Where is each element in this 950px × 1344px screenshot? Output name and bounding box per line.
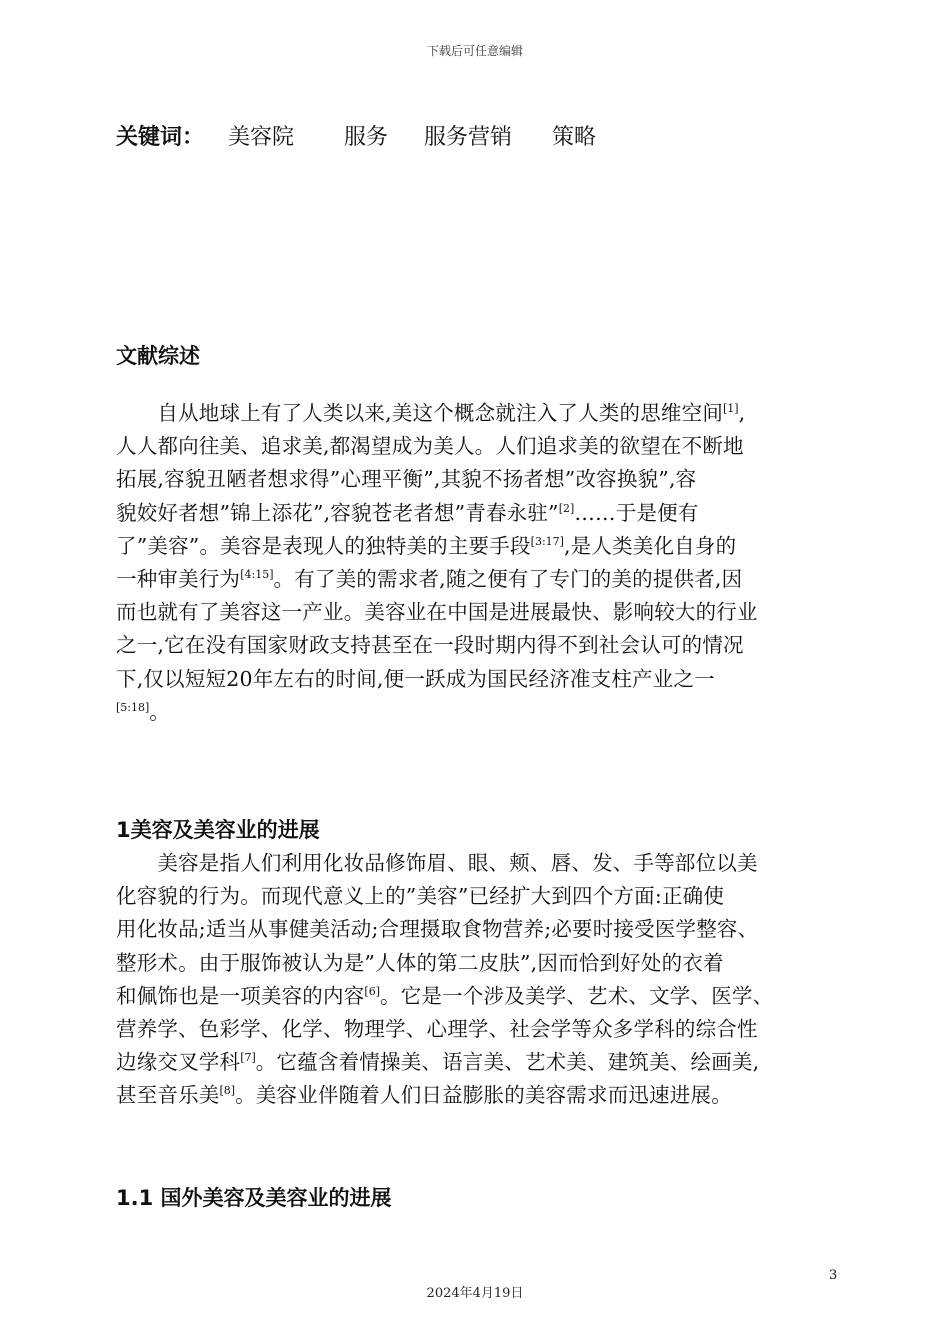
page-number: 3	[829, 1268, 838, 1283]
text-line: 人人都向往美、追求美,都渴望成为美人。人们追求美的欲望在不断地	[116, 434, 744, 459]
section-title-literature-review: 文献综述	[116, 344, 200, 368]
text-line: 貌姣好者想”锦上添花”,容貌苍老者想”青春永驻”[2]……于是便有	[116, 500, 699, 525]
text-line: 自从地球上有了人类以来,美这个概念就注入了人类的思维空间[1],	[116, 401, 746, 425]
paragraph-literature-review	[116, 397, 838, 729]
text-line: [5:18]。	[116, 699, 170, 724]
text-line: 美容是指人们利用化妆品修饰眉、眼、颊、唇、发、手等部位以美	[116, 851, 758, 875]
text-line: 甚至音乐美[8]。美容业伴随着人们日益膨胀的美容需求而迅速进展。	[116, 1083, 732, 1108]
citation: [4:15]	[240, 568, 274, 582]
text-line: 和佩饰也是一项美容的内容[6]。它是一个涉及美学、艺术、文学、医学、	[116, 983, 774, 1008]
text-line: 营养学、色彩学、化学、物理学、心理学、社会学等众多学科的综合性	[116, 1017, 758, 1042]
keyword-item: 服务营销	[424, 125, 513, 150]
text-line: 之一,它在没有国家财政支持甚至在一段时期内得不到社会认可的情况	[116, 633, 744, 658]
page-header: 下载后可任意编辑	[426, 44, 523, 58]
citation: [8]	[219, 1084, 236, 1098]
citation: [5:18]	[116, 700, 150, 714]
section-title-foreign-beauty: 1.1 国外美容及美容业的进展	[116, 1186, 392, 1210]
citation: [1]	[723, 402, 739, 415]
text-line: 用化妆品;适当从事健美活动;合理摄取食物营养;必要时接受医学整容、	[116, 917, 759, 942]
page-footer-date: 2024年4月19日	[426, 1286, 524, 1301]
keywords-line	[116, 120, 596, 151]
keyword-item: 策略	[552, 125, 597, 150]
text-line: 而也就有了美容这一产业。美容业在中国是进展最快、影响较大的行业	[116, 600, 758, 625]
keywords-label: 关键词：	[116, 125, 205, 150]
keyword-item: 服务	[344, 125, 389, 150]
paragraph-beauty-definition	[116, 847, 838, 1113]
section-title-beauty-development: 1美容及美容业的进展	[116, 818, 320, 842]
citation: [7]	[240, 1051, 256, 1065]
text-line: 拓展,容貌丑陋者想求得”心理平衡”,其貌不扬者想”改容换貌”,容	[116, 467, 697, 492]
text-line: 了”美容”。美容是表现人的独特美的主要手段[3:17],是人类美化自身的	[116, 533, 737, 558]
keyword-item: 美容院	[228, 125, 295, 150]
text-line: 边缘交叉学科[7]。它蕴含着情操美、语言美、艺术美、建筑美、绘画美,	[116, 1050, 760, 1075]
citation: [3:17]	[530, 534, 564, 548]
text-line: 一种审美行为[4:15]。有了美的需求者,随之便有了专门的美的提供者,因	[116, 567, 743, 592]
text-line: 整形术。由于服饰被认为是”人体的第二皮肤”,因而恰到好处的衣着	[116, 950, 724, 975]
text-line: 下,仅以短短20年左右的时间,便一跃成为国民经济准支柱产业之一	[116, 666, 715, 691]
text-line: 化容貌的行为。而现代意义上的”美容”已经扩大到四个方面:正确使	[116, 884, 725, 909]
citation: [2]	[558, 501, 575, 515]
citation: [6]	[364, 984, 380, 998]
